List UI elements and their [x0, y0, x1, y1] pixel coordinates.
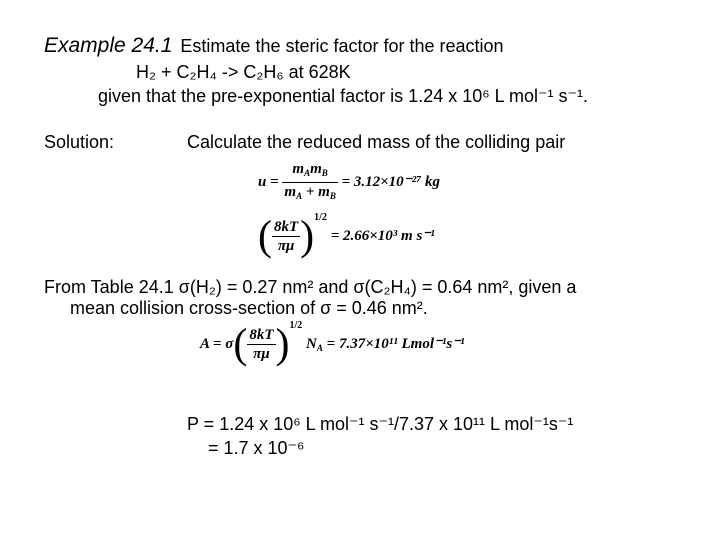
example-label: Example 24.1 [44, 34, 173, 57]
steric-factor-line-2: = 1.7 x 10⁻⁶ [208, 438, 305, 458]
example-heading [44, 34, 504, 58]
steric-factor-line-1: P = 1.24 x 10⁶ L mol⁻¹ s⁻¹/7.37 x 10¹¹ L mol⁻¹s⁻¹ [187, 414, 574, 434]
solution-label: Solution: [44, 132, 115, 152]
cross-section-line-2: mean collision cross-section of σ = 0.46 nm². [70, 298, 428, 318]
mean-speed-result: = 2.66×10³ m s⁻¹ [330, 228, 435, 244]
reduced-mass-equation: u = $\frac{m_Am_B}{m_A + m_B}$ = 3.12×10⁻²⁷ kg [258, 160, 440, 205]
pre-exponential-fraction: $\frac{8kT}{\pi\mu}$ [249, 327, 274, 363]
pre-exponential-equation: A = σ( $\frac{8kT}{\pi\mu}$ )$^{1/2}$ $N_A = 7.37\times 10^{11}$ Lmol⁻¹s⁻¹ [200, 320, 465, 368]
reduced-mass-fraction: $\frac{m_Am_B}{m_A + m_B}$ [284, 161, 336, 201]
reaction-line: H₂ + C₂H₄ -> C₂H₆ at 628K [136, 62, 351, 82]
reduced-mass-result: = 3.12×10⁻²⁷ kg [341, 173, 441, 190]
pre-exponential-result: = 7.37×10¹¹ Lmol⁻¹s⁻¹ [326, 336, 465, 352]
mean-speed-equation: ( $\frac{8kT}{\pi\mu}$ )$^{1/2}$ = 2.66×10³ m s⁻¹ [258, 212, 435, 260]
solution-step-reduced-mass: Calculate the reduced mass of the colliding pair [187, 132, 566, 152]
given-line: given that the pre-exponential factor is 1.24 x 10⁶ L mol⁻¹ s⁻¹. [98, 86, 588, 106]
mean-speed-fraction: $\frac{8kT}{\pi\mu}$ [274, 219, 299, 255]
cross-section-line-1: From Table 24.1 σ(H₂) = 0.27 nm² and σ(C₂H₄) = 0.64 nm², given a [44, 277, 577, 297]
example-task: Estimate the steric factor for the reaction [180, 36, 504, 56]
